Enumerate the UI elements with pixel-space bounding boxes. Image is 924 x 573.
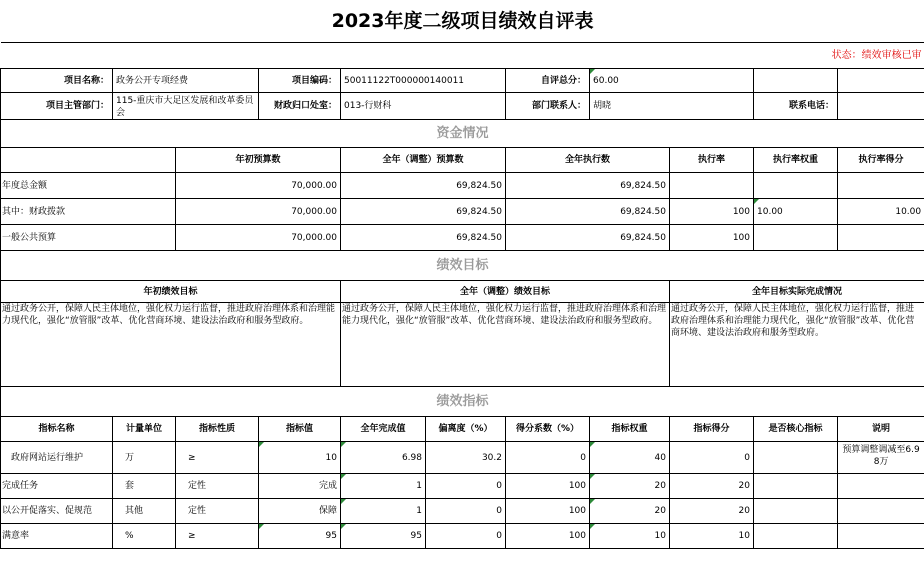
funds-score: 10.00 (838, 199, 924, 225)
ind-header-weight: 指标权重 (590, 417, 670, 442)
ind-weight: 10 (590, 524, 670, 549)
ind-weight: 20 (590, 474, 670, 499)
funds-adjusted: 69,824.50 (341, 225, 506, 251)
ind-header-deviation: 偏离度（%） (426, 417, 506, 442)
funds-row (1, 199, 924, 225)
ind-core (754, 474, 838, 499)
funds-adjusted: 69,824.50 (341, 199, 506, 225)
ind-header-nature: 指标性质 (176, 417, 259, 442)
goal-initial-text: 通过政务公开，保障人民主体地位，强化权力运行监督，推进政府治理体系和治理能力现代化，强化“放管服”改革、优化营商环境、建设法治政府和服务型政府。 (1, 303, 341, 387)
ind-actual: 6.98 (341, 442, 426, 474)
empty-cell (838, 69, 924, 93)
finance-value: 013-行财科 (341, 93, 506, 120)
ind-coef: 0 (506, 442, 590, 474)
funds-row-label: 一般公共预算 (1, 225, 176, 251)
ind-deviation: 0 (426, 499, 506, 524)
self-score-label: 自评总分： (506, 69, 590, 93)
project-name-label: 项目名称： (1, 69, 113, 93)
funds-initial: 70,000.00 (176, 173, 341, 199)
funds-section-header: 资金情况 (1, 120, 924, 148)
funds-initial: 70,000.00 (176, 225, 341, 251)
goal-adjusted-text: 通过政务公开，保障人民主体地位，强化权力运行监督，推进政府治理体系和治理能力现代化，强化“放管服”改革、优化营商环境、建设法治政府和服务型政府。 (341, 303, 670, 387)
ind-score: 10 (670, 524, 754, 549)
ind-note (838, 474, 924, 499)
project-code-label: 项目编码： (259, 69, 341, 93)
ind-deviation: 0 (426, 524, 506, 549)
ind-core (754, 442, 838, 474)
funds-executed: 69,824.50 (506, 199, 670, 225)
funds-header-rate: 执行率 (670, 148, 754, 173)
funds-initial: 70,000.00 (176, 199, 341, 225)
ind-actual: 1 (341, 499, 426, 524)
funds-corner-cell (1, 148, 176, 173)
funds-executed: 69,824.50 (506, 225, 670, 251)
ind-nature: ≥ (176, 442, 259, 474)
ind-weight: 40 (590, 442, 670, 474)
project-name-value: 政务公开专项经费 (113, 69, 259, 93)
contact-label: 部门联系人： (506, 93, 590, 120)
funds-row-label: 年度总金额 (1, 173, 176, 199)
ind-note: 预算调整调减至6.98万 (838, 442, 924, 474)
goals-header-actual: 全年目标实际完成情况 (670, 281, 924, 303)
ind-value: 保障 (259, 499, 341, 524)
ind-coef: 100 (506, 524, 590, 549)
ind-header-name: 指标名称 (1, 417, 113, 442)
ind-header-actual: 全年完成值 (341, 417, 426, 442)
self-score-value: 60.00 (590, 69, 754, 93)
funds-weight (754, 225, 838, 251)
ind-deviation: 30.2 (426, 442, 506, 474)
ind-header-unit: 计量单位 (113, 417, 176, 442)
indicators-section-header: 绩效指标 (1, 387, 924, 417)
funds-weight (754, 173, 838, 199)
indicator-row (1, 474, 924, 499)
ind-actual: 95 (341, 524, 426, 549)
ind-header-score: 指标得分 (670, 417, 754, 442)
funds-header-initial: 年初预算数 (176, 148, 341, 173)
empty-cell (754, 69, 838, 93)
ind-header-core: 是否核心指标 (754, 417, 838, 442)
ind-value: 10 (259, 442, 341, 474)
ind-header-value: 指标值 (259, 417, 341, 442)
indicator-row (1, 524, 924, 549)
ind-score: 0 (670, 442, 754, 474)
funds-rate: 100 (670, 225, 754, 251)
funds-score (838, 225, 924, 251)
goals-section-header: 绩效目标 (1, 251, 924, 281)
ind-value: 完成 (259, 474, 341, 499)
ind-unit: 套 (113, 474, 176, 499)
ind-deviation: 0 (426, 474, 506, 499)
ind-unit: % (113, 524, 176, 549)
funds-rate (670, 173, 754, 199)
funds-row (1, 225, 924, 251)
funds-header-executed: 全年执行数 (506, 148, 670, 173)
page-title: 2023年度二级项目绩效自评表 (1, 0, 924, 43)
ind-actual: 1 (341, 474, 426, 499)
status-badge: 状态：绩效审核已审 (1, 43, 924, 69)
goal-actual-text: 通过政务公开，保障人民主体地位，强化权力运行监督，推进政府治理体系和治理能力现代化，强化“放管服”改革、优化营商环境、建设法治政府和服务型政府。 (670, 303, 924, 387)
ind-nature: 定性 (176, 474, 259, 499)
ind-note (838, 499, 924, 524)
ind-header-note: 说明 (838, 417, 924, 442)
funds-header-adjusted: 全年（调整）预算数 (341, 148, 506, 173)
funds-header-score: 执行率得分 (838, 148, 924, 173)
goals-header-adjusted: 全年（调整）绩效目标 (341, 281, 670, 303)
finance-label: 财政归口处室： (259, 93, 341, 120)
dept-value: 115-重庆市大足区发展和改革委员会 (113, 93, 259, 120)
funds-score (838, 173, 924, 199)
ind-name: 政府网站运行维护 (1, 442, 113, 474)
funds-rate: 100 (670, 199, 754, 225)
ind-name: 完成任务 (1, 474, 113, 499)
phone-label: 联系电话： (754, 93, 838, 120)
ind-header-coef: 得分系数（%） (506, 417, 590, 442)
indicator-row (1, 442, 924, 474)
funds-row-label: 其中：财政拨款 (1, 199, 176, 225)
ind-value: 95 (259, 524, 341, 549)
ind-core (754, 499, 838, 524)
ind-weight: 20 (590, 499, 670, 524)
contact-value: 胡晓 (590, 93, 754, 120)
funds-row (1, 173, 924, 199)
ind-score: 20 (670, 474, 754, 499)
funds-adjusted: 69,824.50 (341, 173, 506, 199)
indicator-row (1, 499, 924, 524)
dept-label: 项目主管部门： (1, 93, 113, 120)
funds-executed: 69,824.50 (506, 173, 670, 199)
ind-nature: ≥ (176, 524, 259, 549)
ind-nature: 定性 (176, 499, 259, 524)
ind-coef: 100 (506, 499, 590, 524)
ind-coef: 100 (506, 474, 590, 499)
phone-value (838, 93, 924, 120)
funds-weight: 10.00 (754, 199, 838, 225)
ind-note (838, 524, 924, 549)
goals-header-initial: 年初绩效目标 (1, 281, 341, 303)
funds-header-weight: 执行率权重 (754, 148, 838, 173)
ind-unit: 其他 (113, 499, 176, 524)
project-code-value: 50011122T000000140011 (341, 69, 506, 93)
ind-score: 20 (670, 499, 754, 524)
ind-unit: 万 (113, 442, 176, 474)
ind-core (754, 524, 838, 549)
ind-name: 以公开促落实、促规范 (1, 499, 113, 524)
ind-name: 满意率 (1, 524, 113, 549)
